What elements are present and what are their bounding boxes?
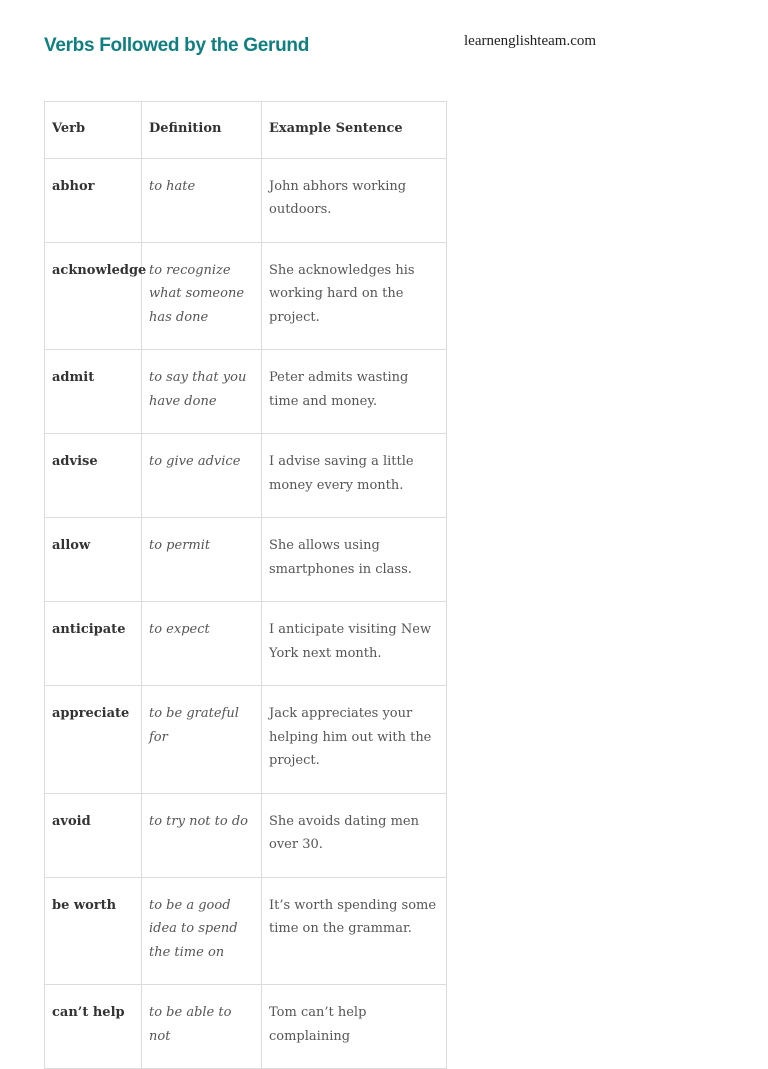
- table-row: [45, 793, 447, 877]
- definition-cell: to be grateful for: [142, 686, 262, 794]
- definition-cell: to be able to not: [142, 985, 262, 1069]
- verb-cell: advise: [45, 434, 142, 518]
- definition-cell: to permit: [142, 518, 262, 602]
- verb-cell: acknowledge: [45, 242, 142, 350]
- example-cell: She acknowledges his working hard on the project.: [262, 242, 447, 350]
- example-cell: Tom can’t help complaining: [262, 985, 447, 1069]
- verb-table: [44, 101, 447, 1069]
- table-row: [45, 158, 447, 242]
- example-cell: Jack appreciates your helping him out with the project.: [262, 686, 447, 794]
- verb-table-container: [44, 101, 446, 1044]
- verb-cell: avoid: [45, 793, 142, 877]
- verb-cell: can’t help: [45, 985, 142, 1069]
- page-title: Verbs Followed by the Gerund: [44, 35, 310, 56]
- table-row: [45, 434, 447, 518]
- example-cell: John abhors working outdoors.: [262, 158, 447, 242]
- definition-cell: to say that you have done: [142, 350, 262, 434]
- definition-cell: to expect: [142, 602, 262, 686]
- table-row: [45, 602, 447, 686]
- example-cell: She avoids dating men over 30.: [262, 793, 447, 877]
- example-cell: It’s worth spending some time on the grammar.: [262, 877, 447, 985]
- site-name: learnenglishteam.com: [464, 33, 597, 49]
- column-header-example: Example Sentence: [262, 102, 447, 159]
- table-row: [45, 518, 447, 602]
- table-row: [45, 242, 447, 350]
- example-cell: I anticipate visiting New York next month.: [262, 602, 447, 686]
- verb-cell: be worth: [45, 877, 142, 985]
- verb-cell: abhor: [45, 158, 142, 242]
- example-cell: She allows using smartphones in class.: [262, 518, 447, 602]
- example-cell: I advise saving a little money every month.: [262, 434, 447, 518]
- table-row: [45, 985, 447, 1069]
- verb-cell: appreciate: [45, 686, 142, 794]
- verb-cell: admit: [45, 350, 142, 434]
- verb-cell: anticipate: [45, 602, 142, 686]
- definition-cell: to hate: [142, 158, 262, 242]
- definition-cell: to recognize what someone has done: [142, 242, 262, 350]
- table-row: [45, 877, 447, 985]
- definition-cell: to be a good idea to spend the time on: [142, 877, 262, 985]
- table-row: [45, 686, 447, 794]
- column-header-definition: Definition: [142, 102, 262, 159]
- column-header-verb: Verb: [45, 102, 142, 159]
- definition-cell: to try not to do: [142, 793, 262, 877]
- definition-cell: to give advice: [142, 434, 262, 518]
- verb-cell: allow: [45, 518, 142, 602]
- table-row: [45, 350, 447, 434]
- table-header-row: [45, 102, 447, 159]
- example-cell: Peter admits wasting time and money.: [262, 350, 447, 434]
